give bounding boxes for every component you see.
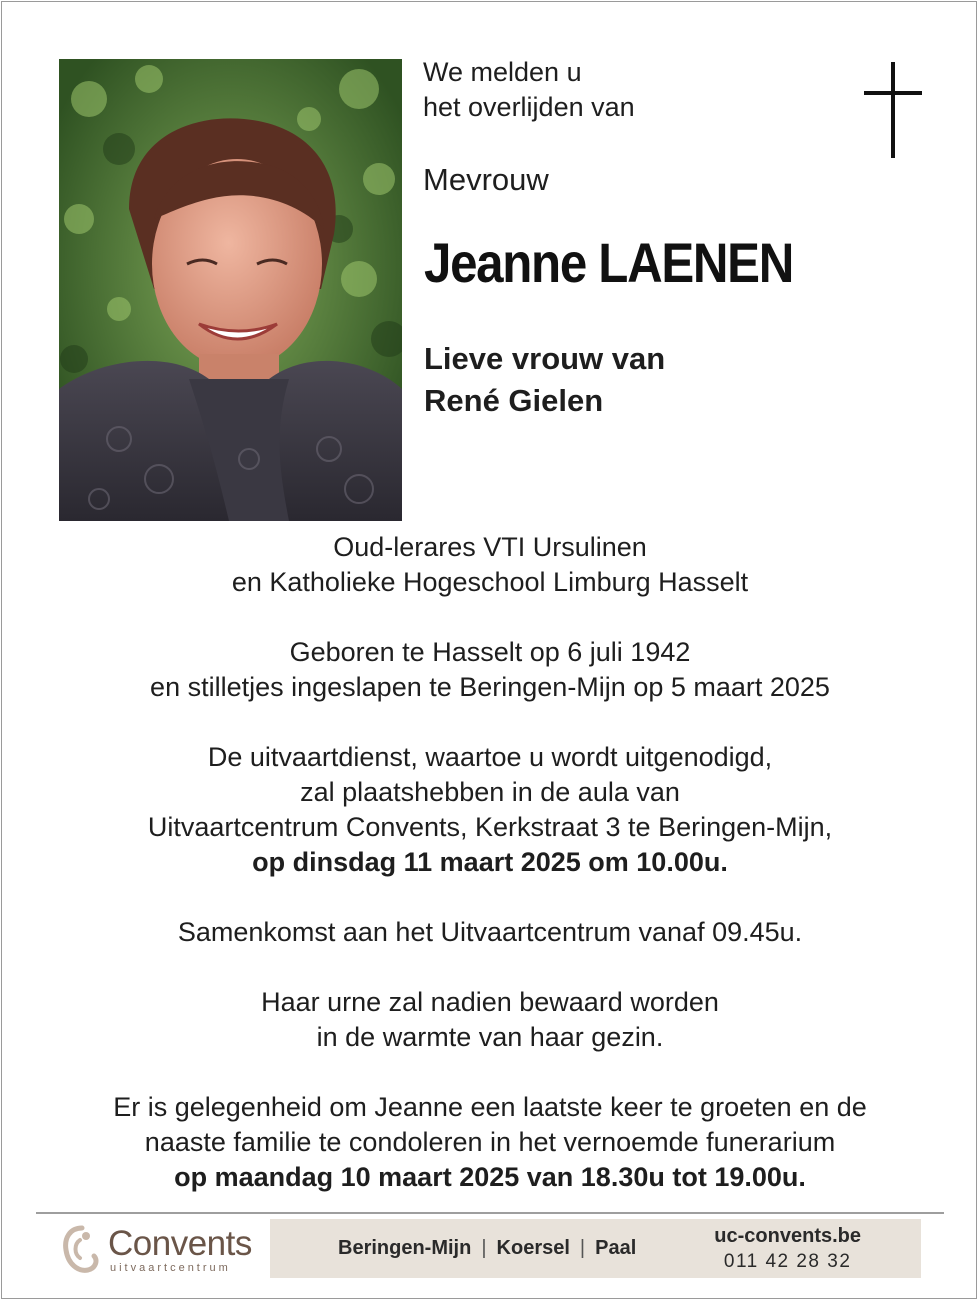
location-item: Beringen-Mijn — [338, 1237, 472, 1259]
birth-line: Geboren te Hasselt op 6 juli 1942 — [289, 637, 691, 667]
urn-paragraph — [30, 985, 950, 1055]
title-prefix: Mevrouw — [423, 162, 549, 197]
service-date: op dinsdag 11 maart 2025 om 10.00u. — [252, 847, 728, 877]
body-line: naaste familie te condoleren in het vernoemde funerarium — [144, 1127, 836, 1157]
spouse-line: René Gielen — [424, 383, 604, 418]
website-link[interactable]: uc-convents.be — [714, 1225, 861, 1247]
cross-icon — [864, 62, 922, 158]
gathering-line: Samenkomst aan het Uitvaartcentrum vanaf 09.45u. — [177, 917, 803, 947]
convents-logo — [60, 1222, 270, 1278]
intro-line: We melden u — [423, 57, 582, 87]
locations-list — [338, 1237, 636, 1260]
location-item: Koersel — [496, 1237, 570, 1259]
life-dates-paragraph — [30, 635, 950, 705]
spouse-line: Lieve vrouw van — [424, 341, 666, 376]
body-line: De uitvaartdienst, waartoe u wordt uitgenodigd, — [207, 742, 773, 772]
location-separator: | — [579, 1237, 586, 1259]
visitation-paragraph — [30, 1090, 950, 1195]
death-line: en stilletjes ingeslapen te Beringen-Mijn op 5 maart 2025 — [150, 672, 830, 702]
phone-number: 011 42 28 32 — [723, 1251, 852, 1272]
body-line: Haar urne zal nadien bewaard worden — [261, 987, 719, 1017]
body-line: Er is gelegenheid om Jeanne een laatste keer te groeten en de — [113, 1092, 867, 1122]
body-line: Oud-lerares VTI Ursulinen — [333, 532, 647, 562]
visitation-date: op maandag 10 maart 2025 van 18.30u tot 19.00u. — [174, 1162, 806, 1192]
location-item: Paal — [595, 1237, 637, 1259]
contact-info — [714, 1224, 861, 1275]
service-paragraph — [30, 740, 950, 880]
body-line: zal plaatshebben in de aula van — [300, 777, 680, 807]
gathering-paragraph — [30, 915, 950, 950]
body-line: in de warmte van haar gezin. — [316, 1022, 664, 1052]
footer-contact-bar — [270, 1219, 921, 1278]
body-line: Uitvaartcentrum Convents, Kerkstraat 3 te Beringen-Mijn, — [147, 812, 833, 842]
profession-paragraph — [30, 530, 950, 600]
footer-divider — [36, 1212, 944, 1214]
deceased-name: Jeanne LAENEN — [424, 231, 793, 294]
announcement-body — [30, 530, 950, 1230]
logo-tagline: uitvaartcentrum — [110, 1262, 231, 1274]
portrait-photo — [59, 59, 402, 521]
logo-mark-icon — [60, 1222, 104, 1278]
intro-text — [423, 55, 635, 125]
location-separator: | — [481, 1237, 487, 1259]
body-line: en Katholieke Hogeschool Limburg Hasselt — [231, 567, 749, 597]
intro-line: het overlijden van — [423, 92, 635, 122]
spouse-text — [424, 338, 665, 422]
logo-wordmark: Convents — [108, 1224, 252, 1263]
